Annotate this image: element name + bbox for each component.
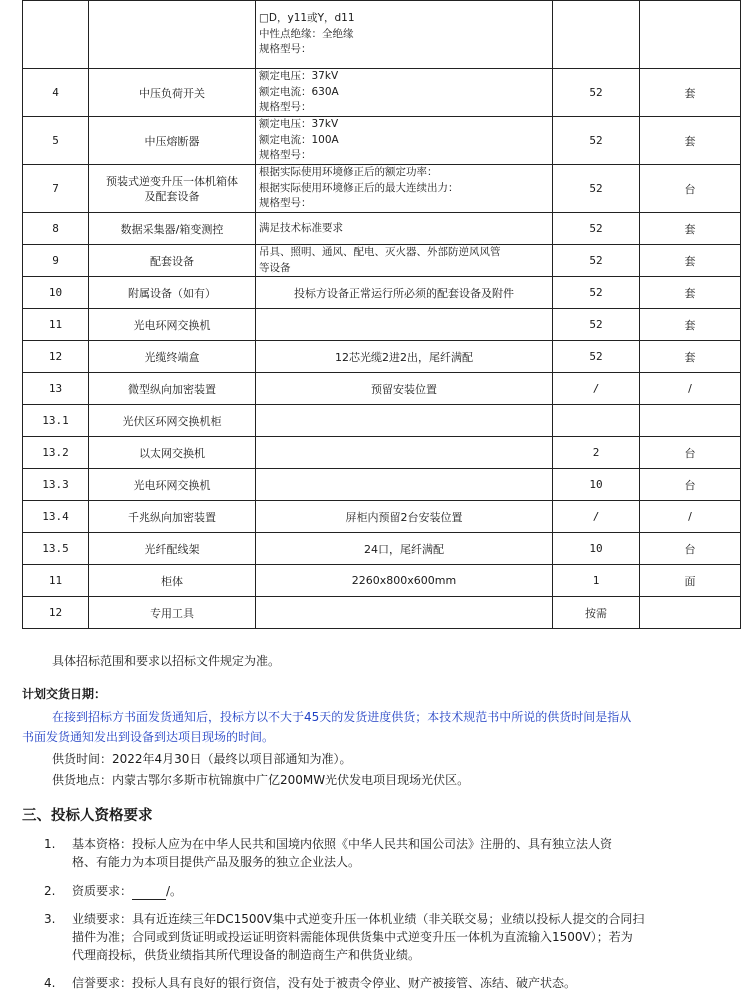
table-row	[23, 277, 741, 309]
item-line: 业绩要求：具有近连续三年DC1500V集中式逆变升压一体机业绩（非关联交易；业绩以投标人提交的合同扫	[72, 912, 645, 926]
quantity: /	[553, 501, 640, 533]
equipment-name: 数据采集器/箱变测控	[89, 213, 256, 245]
equipment-name: 光伏区环网交换机柜	[89, 405, 256, 437]
spec-line: 根据实际使用环境修正后的额定功率：	[259, 166, 438, 179]
spec-line: 额定电压：37kV	[259, 70, 339, 83]
item-number: 4.	[44, 976, 56, 990]
table-row	[23, 213, 741, 245]
equipment-name	[89, 165, 256, 213]
table-row	[23, 565, 741, 597]
item-number: 3.	[44, 912, 56, 926]
table-row	[23, 165, 741, 213]
scope-note: 具体招标范围和要求以招标文件规定为准。	[52, 654, 281, 668]
row-number: 5	[23, 117, 89, 165]
spec-line: 规格型号：	[259, 43, 312, 56]
spec-cell	[256, 117, 553, 165]
row-number: 11	[23, 565, 89, 597]
quantity	[553, 405, 640, 437]
equipment-name: 以太网交换机	[89, 437, 256, 469]
spec-cell: 预留安装位置	[256, 373, 553, 405]
quantity: 2	[553, 437, 640, 469]
table-row	[23, 117, 741, 165]
equipment-name: 光纤配线架	[89, 533, 256, 565]
spec-line: 额定电流：100A	[259, 133, 339, 146]
equipment-name-line: 及配套设备	[144, 189, 200, 203]
equipment-name: 千兆纵向加密装置	[89, 501, 256, 533]
spec-line: 额定电流：630A	[259, 85, 339, 98]
quantity: 10	[553, 533, 640, 565]
table-row	[23, 405, 741, 437]
row-number: 4	[23, 69, 89, 117]
row-number: 13.4	[23, 501, 89, 533]
unit: /	[640, 501, 741, 533]
spec-cell	[256, 405, 553, 437]
unit: 套	[640, 277, 741, 309]
spec-cell	[256, 469, 553, 501]
quantity: 10	[553, 469, 640, 501]
spec-line: 中性点绝缘：全绝缘	[259, 27, 354, 40]
section-title: 三、投标人资格要求	[22, 808, 153, 824]
unit	[640, 1, 741, 69]
table-row	[23, 501, 741, 533]
table-row	[23, 597, 741, 629]
quantity: 52	[553, 165, 640, 213]
equipment-name: 柜体	[89, 565, 256, 597]
row-number: 13	[23, 373, 89, 405]
equipment-name: 光电环网交换机	[89, 469, 256, 501]
equipment-name: 中压负荷开关	[89, 69, 256, 117]
spec-line: 规格型号：	[259, 197, 312, 210]
equipment-name	[89, 1, 256, 69]
spec-line: 额定电压：37kV	[259, 118, 339, 131]
spec-cell: 屏柜内预留2台安装位置	[256, 501, 553, 533]
quantity: 52	[553, 117, 640, 165]
row-number: 12	[23, 341, 89, 373]
unit: 台	[640, 165, 741, 213]
row-number: 10	[23, 277, 89, 309]
unit	[640, 405, 741, 437]
table-row	[23, 245, 741, 277]
equipment-name: 光电环网交换机	[89, 309, 256, 341]
item-line: 代理商投标，供货业绩指其所代理设备的制造商生产和供货业绩。	[72, 948, 421, 962]
spec-cell	[256, 69, 553, 117]
row-number: 13.3	[23, 469, 89, 501]
spec-line: 规格型号：	[259, 101, 312, 114]
unit: 套	[640, 69, 741, 117]
quantity: 52	[553, 341, 640, 373]
item-number: 2.	[44, 884, 56, 898]
delivery-notice-line1: 在接到招标方书面发货通知后，投标方以不大于45天的发货进度供货；本技术规范书中所说的供货时间是指从	[52, 710, 632, 724]
equipment-table	[22, 0, 741, 629]
spec-line: 吊具、照明、通风、配电、灭火器、外部防逆风风管	[259, 246, 501, 258]
row-number: 9	[23, 245, 89, 277]
spec-cell	[256, 245, 553, 277]
unit: 套	[640, 213, 741, 245]
row-number: 13.5	[23, 533, 89, 565]
delivery-notice-line2: 书面发货通知发出到设备到达项目现场的时间。	[22, 730, 275, 744]
row-number: 13.1	[23, 405, 89, 437]
blank-underline	[132, 887, 166, 900]
row-number: 12	[23, 597, 89, 629]
delivery-time: 供货时间：2022年4月30日（最终以项目部通知为准）。	[52, 752, 352, 766]
unit: /	[640, 373, 741, 405]
spec-cell: 24口，尾纤满配	[256, 533, 553, 565]
item-line: 信誉要求：投标人具有良好的银行资信，没有处于被责令停业、财产被接管、冻结、破产状态。	[72, 976, 577, 990]
spec-line: 规格型号：	[259, 149, 312, 162]
equipment-name: 微型纵向加密装置	[89, 373, 256, 405]
quantity: 52	[553, 277, 640, 309]
row-number: 11	[23, 309, 89, 341]
table-row	[23, 69, 741, 117]
equipment-name: 附属设备（如有）	[89, 277, 256, 309]
delivery-place: 供货地点：内蒙古鄂尔多斯市杭锦旗中广亿200MW光伏发电项目现场光伏区。	[52, 773, 470, 787]
spec-cell: 满足技术标准要求	[256, 213, 553, 245]
unit: 面	[640, 565, 741, 597]
equipment-name: 配套设备	[89, 245, 256, 277]
table-row	[23, 341, 741, 373]
table-row	[23, 373, 741, 405]
unit: 台	[640, 533, 741, 565]
equipment-name: 专用工具	[89, 597, 256, 629]
spec-cell: 投标方设备正常运行所必须的配套设备及附件	[256, 277, 553, 309]
spec-line: □D，y11或Y，d11	[259, 12, 355, 25]
item-line: 描件为准；合同或到货证明或投运证明资料需能体现供货集中式逆变升压一体机为直流输入1500V）；若为	[72, 930, 633, 944]
unit: 套	[640, 117, 741, 165]
spec-cell	[256, 309, 553, 341]
item-line: 格、有能力为本项目提供产品及服务的独立企业法人。	[72, 855, 361, 869]
spec-cell	[256, 597, 553, 629]
quantity: 52	[553, 69, 640, 117]
quantity: /	[553, 373, 640, 405]
quantity: 52	[553, 245, 640, 277]
table-row	[23, 469, 741, 501]
item-text: /。	[166, 884, 183, 898]
spec-cell	[256, 437, 553, 469]
unit: 套	[640, 341, 741, 373]
quantity: 52	[553, 309, 640, 341]
table-row	[23, 437, 741, 469]
row-number: 13.2	[23, 437, 89, 469]
unit: 台	[640, 469, 741, 501]
quantity: 52	[553, 213, 640, 245]
row-number	[23, 1, 89, 69]
equipment-name: 中压熔断器	[89, 117, 256, 165]
row-number: 8	[23, 213, 89, 245]
equipment-name-line: 预装式逆变升压一体机箱体	[106, 174, 238, 188]
unit: 台	[640, 437, 741, 469]
spec-cell: 2260x800x600mm	[256, 565, 553, 597]
unit: 套	[640, 245, 741, 277]
table-row	[23, 309, 741, 341]
quantity: 按需	[553, 597, 640, 629]
equipment-name: 光缆终端盒	[89, 341, 256, 373]
spec-cell	[256, 165, 553, 213]
quantity	[553, 1, 640, 69]
spec-cell	[256, 1, 553, 69]
spec-cell: 12芯光缆2进2出，尾纤满配	[256, 341, 553, 373]
row-number: 7	[23, 165, 89, 213]
table-row	[23, 1, 741, 69]
unit: 套	[640, 309, 741, 341]
item-number: 1.	[44, 837, 56, 851]
spec-line: 等设备	[259, 261, 291, 274]
quantity: 1	[553, 565, 640, 597]
delivery-heading: 计划交货日期：	[22, 687, 107, 701]
unit	[640, 597, 741, 629]
item-line: 基本资格：投标人应为在中华人民共和国境内依照《中华人民共和国公司法》注册的、具有独立法人资	[72, 837, 613, 851]
table-row	[23, 533, 741, 565]
item-text: 资质要求：	[72, 884, 133, 898]
spec-line: 根据实际使用环境修正后的最大连续出力：	[259, 181, 459, 194]
